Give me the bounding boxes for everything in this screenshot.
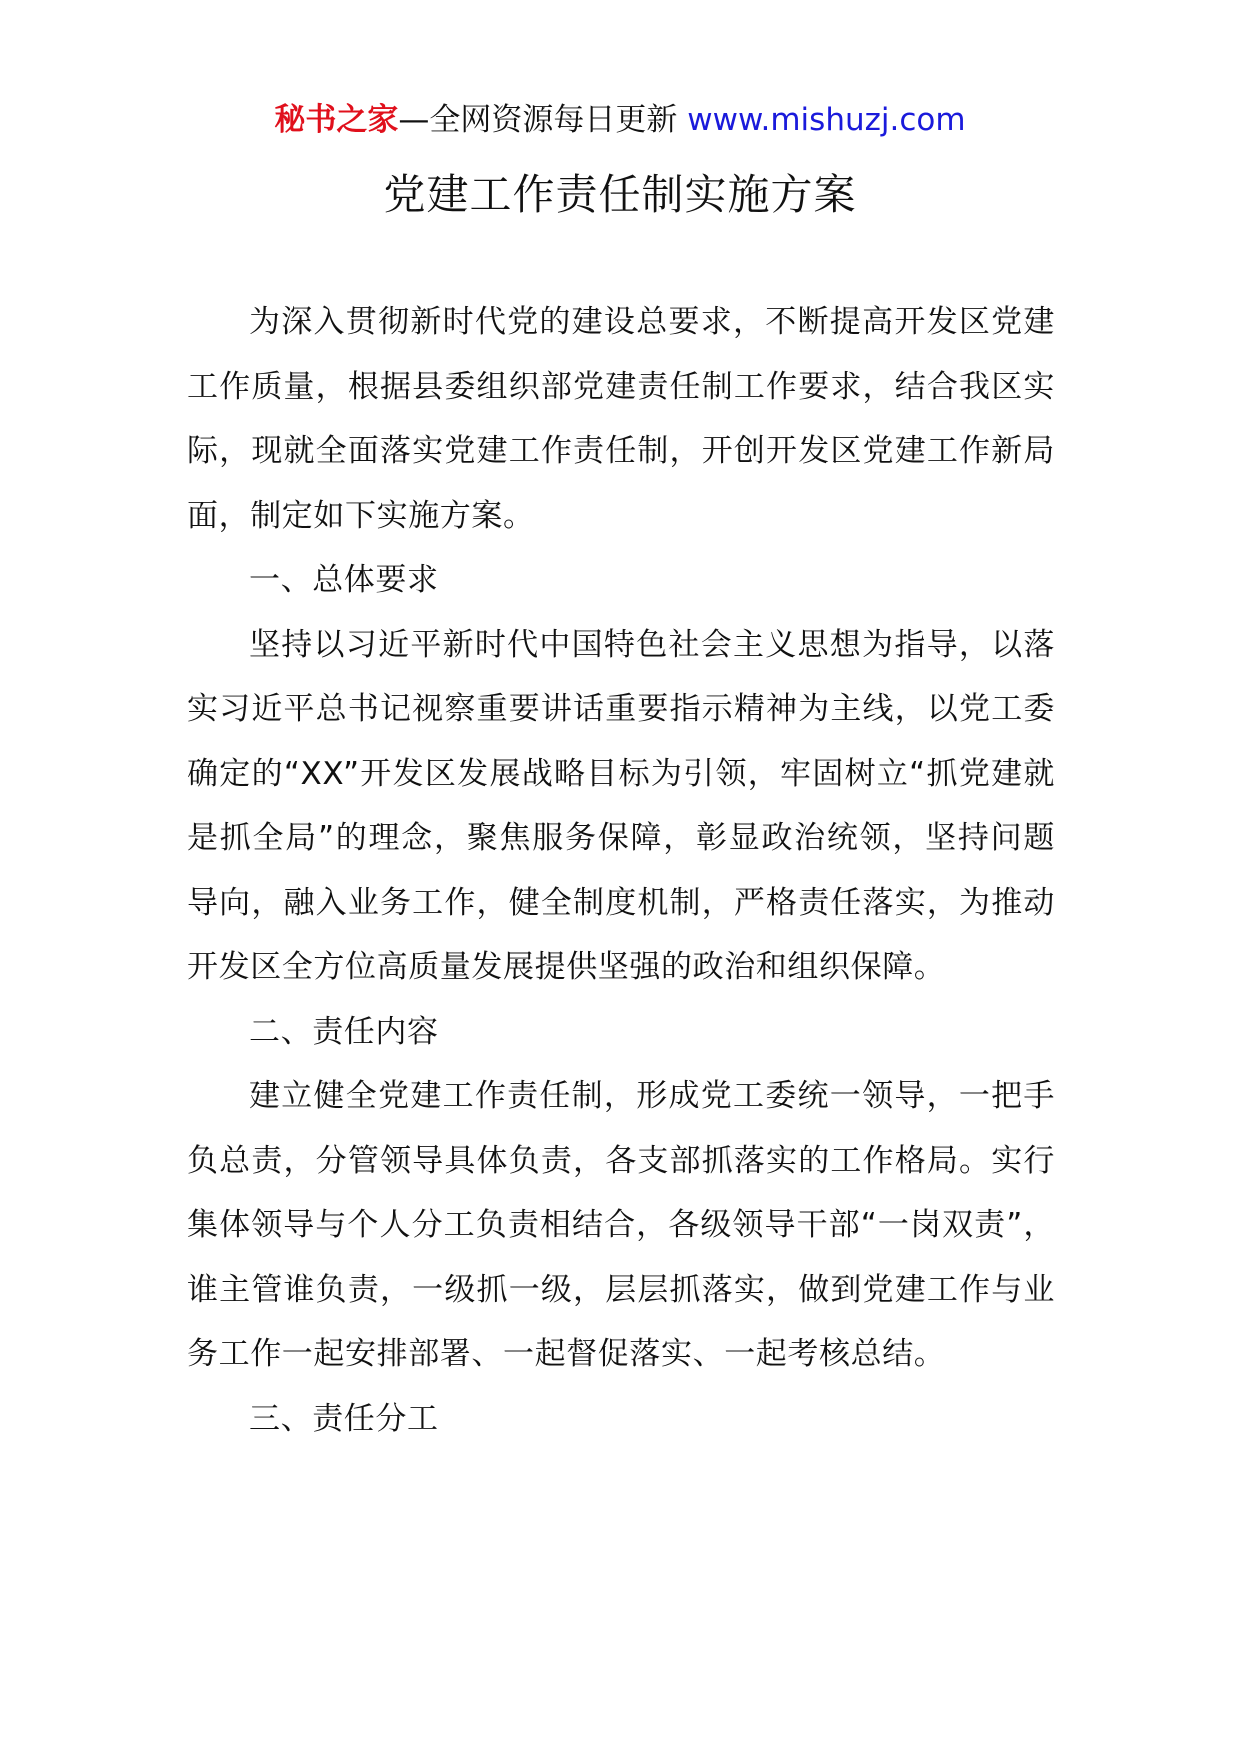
section-heading-responsibility-division: 三、责任分工 xyxy=(249,1400,439,1437)
banner-slogan: —全网资源每日更新 xyxy=(398,102,688,138)
brand-name: 秘书之家 xyxy=(274,102,399,138)
site-url-link[interactable]: www.mishuzj.com xyxy=(687,102,966,138)
section-heading-general-requirements: 一、总体要求 xyxy=(249,562,439,598)
document-body xyxy=(187,290,1055,1451)
document-title: 党建工作责任制实施方案 xyxy=(383,170,857,219)
intro-paragraph: 为深入贯彻新时代党的建设总要求，不断提高开发区党建工作质量，根据县委组织部党建责任制工作要求，结合我区实际，现就全面落实党建工作责任制，开创开发区党建工作新局面，制定如下实施方案。 xyxy=(187,304,1055,534)
general-requirements-paragraph: 坚持以习近平新时代中国特色社会主义思想为指导，以落实习近平总书记视察重要讲话重要指示精神为主线，以党工委确定的“XX”开发区发展战略目标为引领，牢固树立“抓党建就是抓全局”的理念，聚焦服务保障，彰显政治统领，坚持问题导向，融入业务工作，健全制度机制，严格责任落实，为推动开发区全方位高质量发展提供坚强的政治和组织保障。 xyxy=(187,626,1055,985)
site-banner xyxy=(0,100,1240,140)
responsibility-content-paragraph: 建立健全党建工作责任制，形成党工委统一领导，一把手负总责，分管领导具体负责，各支部抓落实的工作格局。实行集体领导与个人分工负责相结合，各级领导干部“一岗双责”，谁主管谁负责，一级抓一级，层层抓落实，做到党建工作与业务工作一起安排部署、一起督促落实、一起考核总结。 xyxy=(187,1078,1055,1372)
section-heading-responsibility-content: 二、责任内容 xyxy=(249,1013,439,1050)
